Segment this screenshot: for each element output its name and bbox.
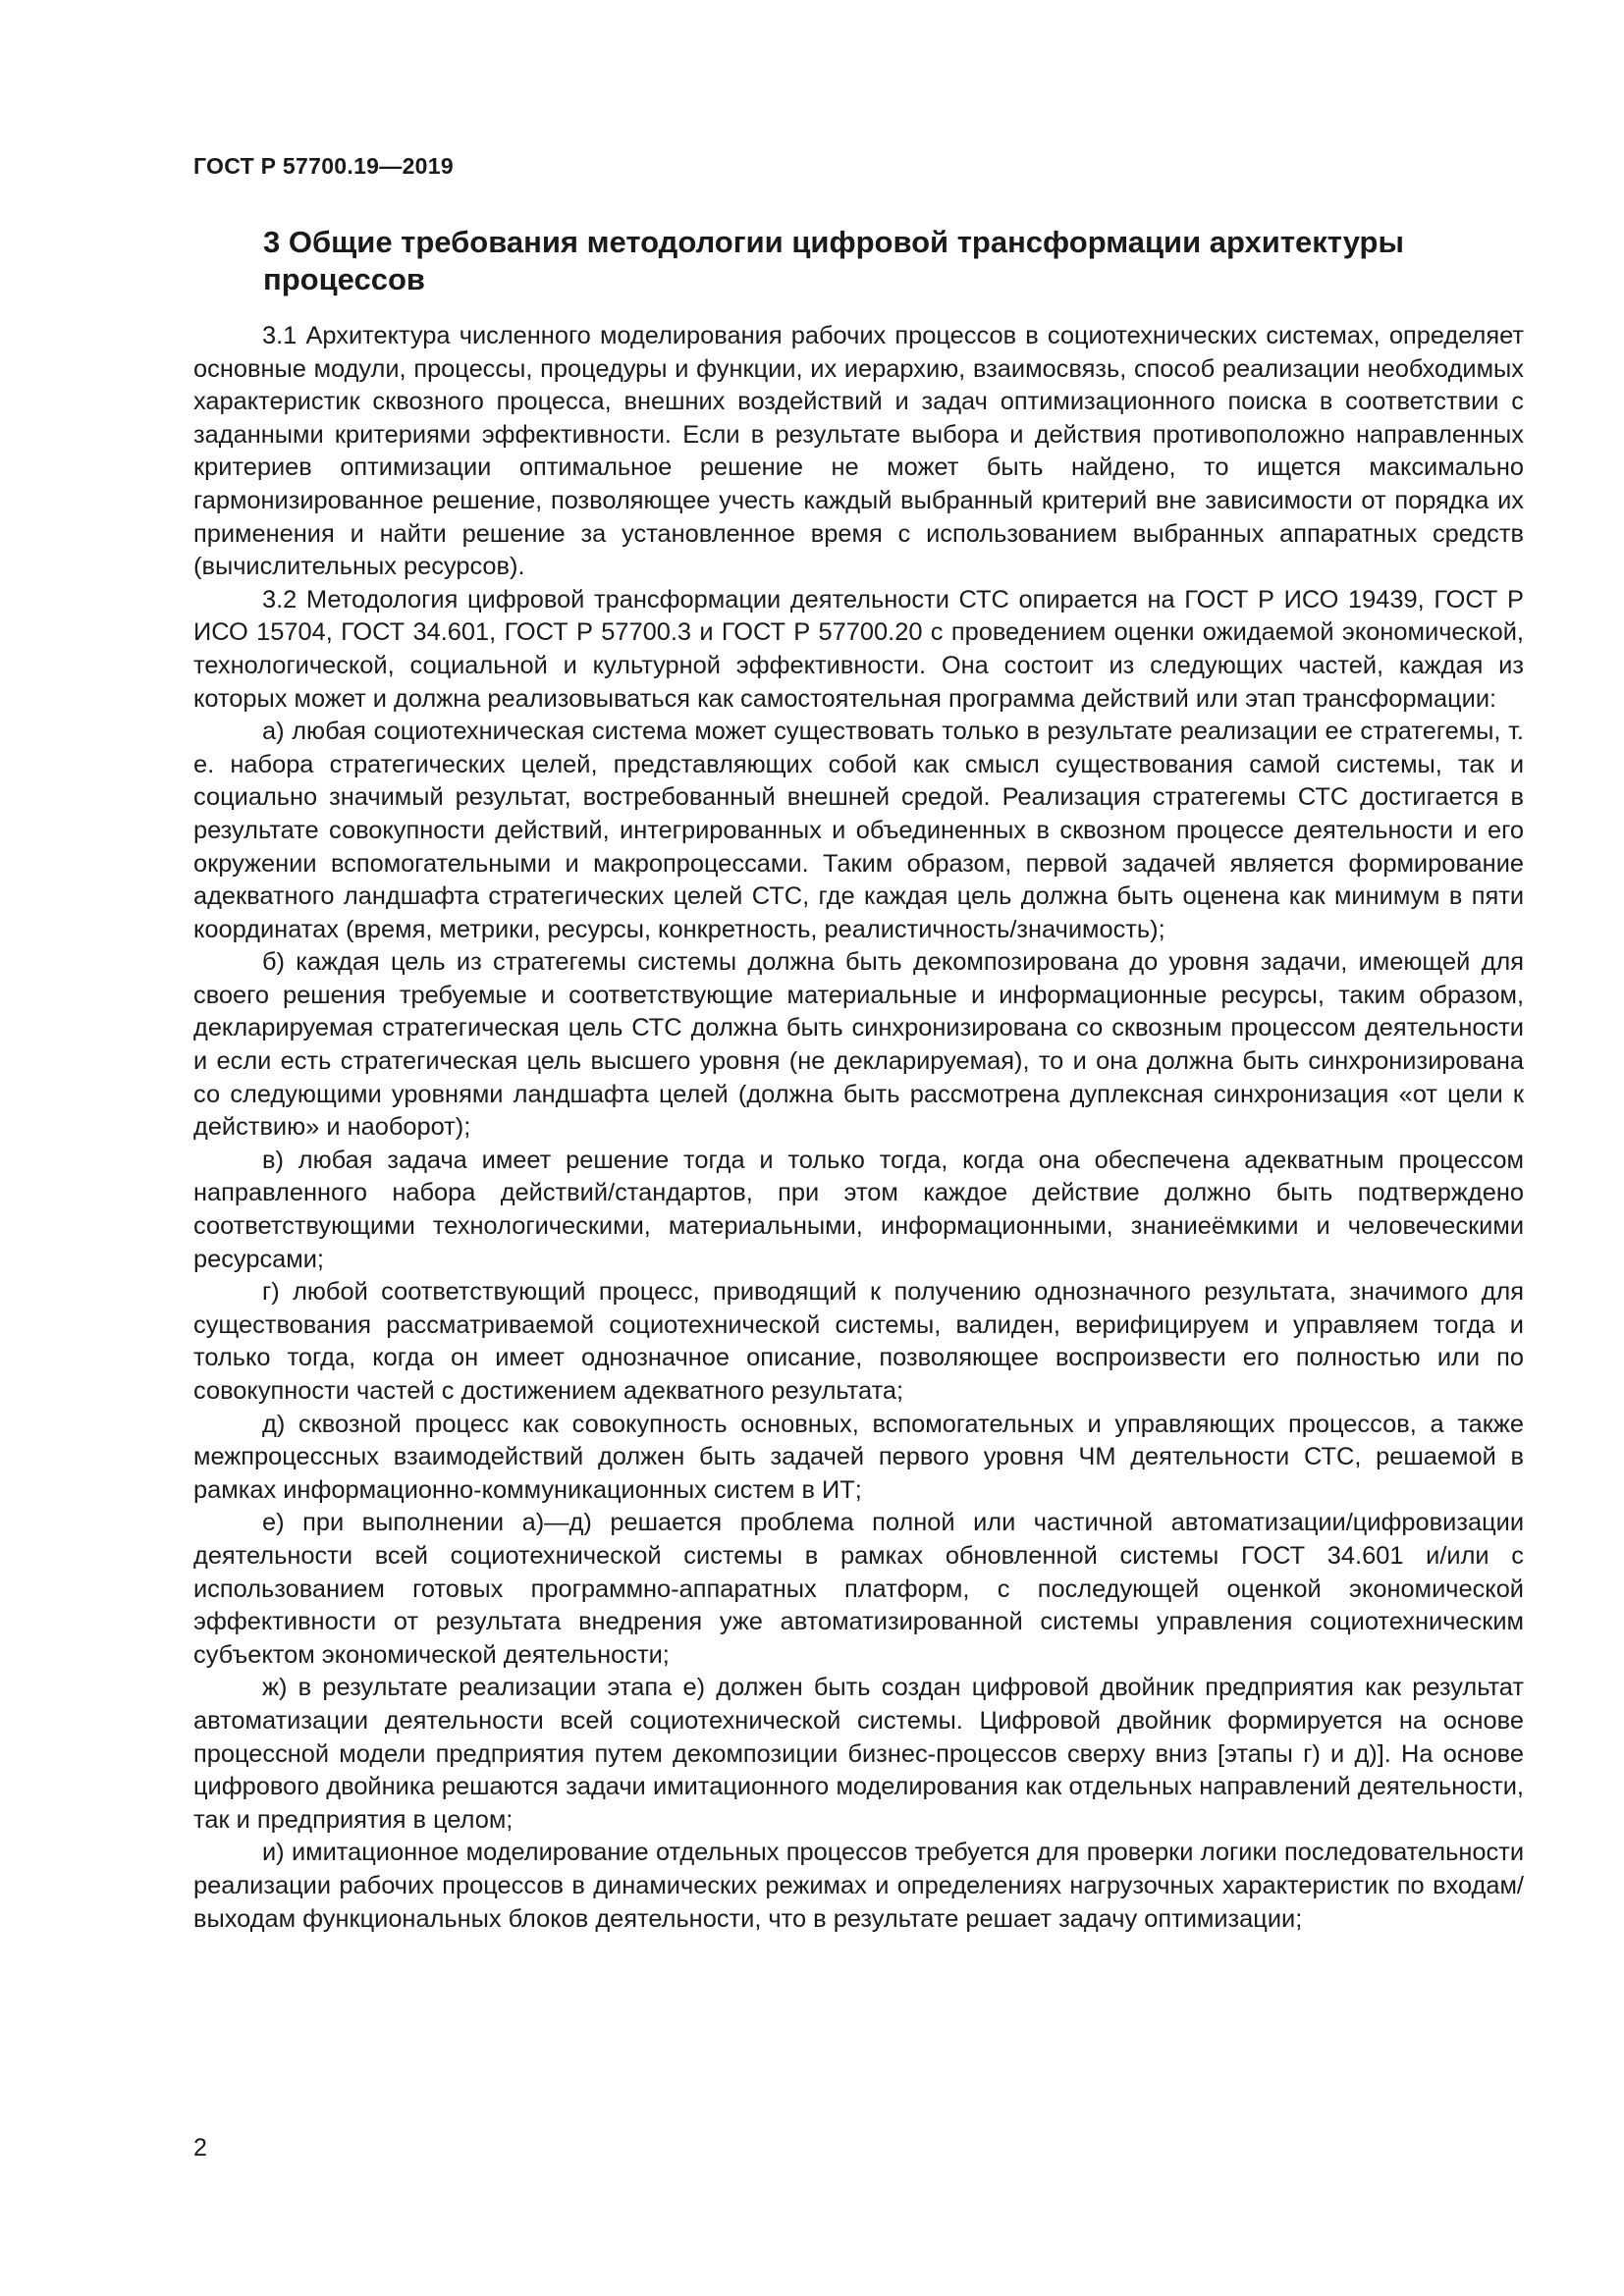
list-item-a: а) любая социотехническая система может существовать только в результате реализации ее стратегемы, т. е. набора стратегических целей, представляющих собой как смысл существования самой системы, так и социально значимый результат, востребованный внешней средой. Реализация стратегемы СТС достигается в результате совокупности действий, интегрированных и объединенных в сквозном процессе деятельности и его окружении вспомогательными и макропроцессами. Таким образом, первой задачей является формирование адекватного ландшафта стратегических целей СТС, где каждая цель должна быть оценена как минимум в пяти координатах (время, метрики, ресурсы, конкретность, реалистичность/значимость); — [193, 718, 1524, 943]
paragraph-3-1: 3.1 Архитектура численного моделирования рабочих процессов в социотехнических системах, определяет основные модули, процессы, процедуры и функции, их иерархию, взаимосвязь, способ реализации необходимых характеристик сквозного процесса, внешних воздействий и задач оптимизационного поиска в соответствии с заданными критериями эффективности. Если в результате выбора и действия противоположно направленных критериев оптимизации оптимальное решение не может быть найдено, то ищется максимально гармонизированное решение, позволяющее учесть каждый выбранный критерий вне зависимости от порядка их применения и найти решение за установленное время с использованием выбранных аппаратных средств (вычислительных ресурсов). — [193, 322, 1524, 581]
list-item-d: д) сквозной процесс как совокупность основных, вспомогательных и управляющих процессов, а также межпроцессных взаимодействий должен быть задачей первого уровня ЧМ деятельности СТС, решаемой в рамках информационно-коммуникационных систем в ИТ; — [193, 1410, 1524, 1504]
page-number: 2 — [193, 2134, 207, 2162]
list-item-zh: ж) в результате реализации этапа е) должен быть создан цифровой двойник предприятия как результат автоматизации деятельности всей социотехнической системы. Цифровой двойник формируется на основе процессной модели предприятия путем декомпозиции бизнес-процессов сверху вниз [этапы г) и д)]. На основе цифрового двойника решаются задачи имитационного моделирования как отдельных направлений деятельности, так и предприятия в целом; — [193, 1674, 1524, 1834]
list-item-e: е) при выполнении а)—д) решается проблема полной или частичной автоматизации/цифровизации деятельности всей социотехнической системы в рамках обновленной системы ГОСТ 34.601 и/или с использованием готовых программно-аппаратных платформ, с последующей оценкой экономической эффективности от результата внедрения уже автоматизированной системы управления социотехническим субъектом экономической деятельности; — [193, 1509, 1524, 1669]
section-title: 3 Общие требования методологии цифровой трансформации архитектуры процессов — [263, 225, 1404, 296]
list-item-b: б) каждая цель из стратегемы системы должна быть декомпозирована до уровня задачи, имеющей для своего решения требуемые и соответствующие материальные и информационные ресурсы, таким образом, декларируемая стратегическая цель СТС должна быть синхронизирована со сквозным процессом деятельности и если есть стратегическая цель высшего уровня (не декларируемая), то и она должна быть синхронизирована со следующими уровнями ландшафта целей (должна быть рассмотрена дуплексная синхронизация «от цели к действию» и наоборот); — [193, 948, 1524, 1142]
list-item-v: в) любая задача имеет решение тогда и только тогда, когда она обеспечена адекватным процессом направленного набора действий/стандартов, при этом каждое действие должно быть подтверждено соответствующими технологическими, материальными, информационными, знаниеёмкими и человеческими ресурсами; — [193, 1146, 1524, 1273]
list-item-g: г) любой соответствующий процесс, приводящий к получению однозначного результата, значимого для существования рассматриваемой социотехнической системы, валиден, верифицируем и управляем тогда и только тогда, когда он имеет однозначное описание, позволяющее воспроизвести его полностью или по совокупности частей с достижением адекватного результата; — [193, 1278, 1524, 1405]
list-item-i: и) имитационное моделирование отдельных процессов требуется для проверки логики последовательности реализации рабочих процессов в динамических режимах и определениях нагрузочных характеристик по входам/выходам функциональных блоков деятельности, что в результате решает задачу оптимизации; — [193, 1839, 1524, 1933]
paragraph-3-2: 3.2 Методология цифровой трансформации деятельности СТС опирается на ГОСТ Р ИСО 19439, ГОСТ Р ИСО 15704, ГОСТ 34.601, ГОСТ Р 57700.3 и ГОСТ Р 57700.20 с проведением оценки ожидаемой экономической, технологической, социальной и культурной эффективности. Она состоит из следующих частей, каждая из которых может и должна реализовываться как самостоятельная программа действий или этап трансформации: — [193, 585, 1524, 713]
document-body — [193, 320, 1524, 1936]
document-header-code: ГОСТ Р 57700.19—2019 — [193, 153, 454, 179]
